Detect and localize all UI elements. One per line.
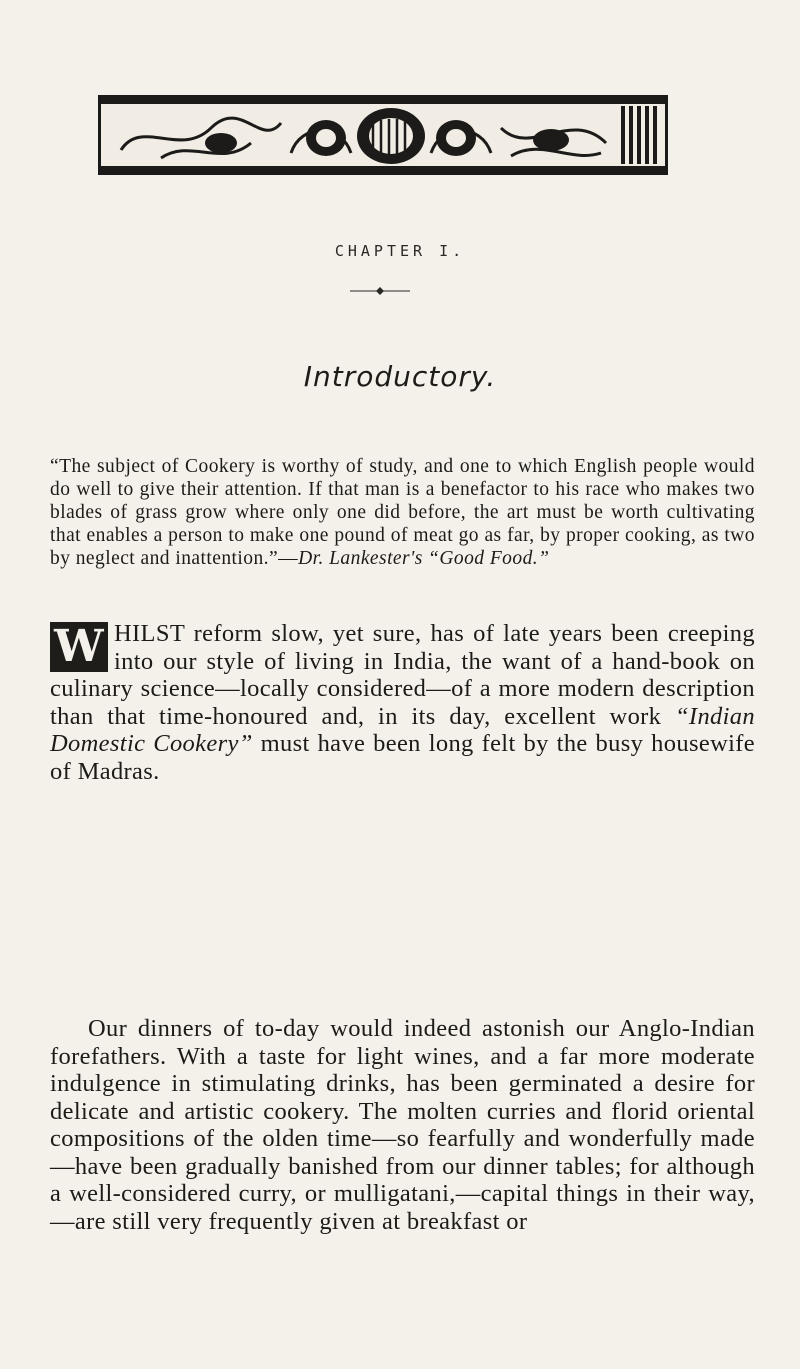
drop-cap: W	[50, 622, 108, 672]
epigraph	[50, 455, 755, 570]
decorative-headpiece	[98, 95, 668, 175]
ornamental-rule	[350, 286, 410, 296]
epigraph-attribution: Dr. Lankester's “Good Food.”	[298, 548, 550, 569]
epigraph-quote: “The subject of Cookery is worthy of study, and one to which English people would do well to give their attention. If that man is a benefactor to his race who makes two blades of grass grow where only one did before, the art must be worth cultivating that enables a person to make one pound of meat go as far, by proper cooking, as two by neglect and inattention.”—	[50, 456, 755, 569]
book-title: “Indian Domestic Cookery”	[50, 702, 755, 757]
opening-paragraph	[50, 620, 755, 785]
second-paragraph: Our dinners of to-day would indeed astonish our Anglo-Indian forefathers. With a taste for light wines, and a far more moderate indulgence in stimulating drinks, has been germinated a desire for delicate and artistic cookery. The molten curries and florid oriental compositions of the olden time—so fearfully and wonderfully made—have been gradually banished from our dinner tables; for although a well-considered curry, or mulligatani,—capital things in their way,—are still very frequently given at breakfast or	[50, 1015, 755, 1235]
paragraph-text: HILST reform slow, yet sure, has of late years been creeping into our style of living in India, the want of a hand-book on culinary science—locally considered—of a more modern description than that time-honoured and, in its day, excellent work	[50, 620, 755, 730]
section-title: Introductory.	[303, 360, 497, 393]
paragraph-text: must have been long felt by the busy housewife of Madras.	[50, 730, 755, 785]
headpiece-illustration	[101, 98, 665, 172]
chapter-heading: CHAPTER I.	[334, 242, 466, 260]
